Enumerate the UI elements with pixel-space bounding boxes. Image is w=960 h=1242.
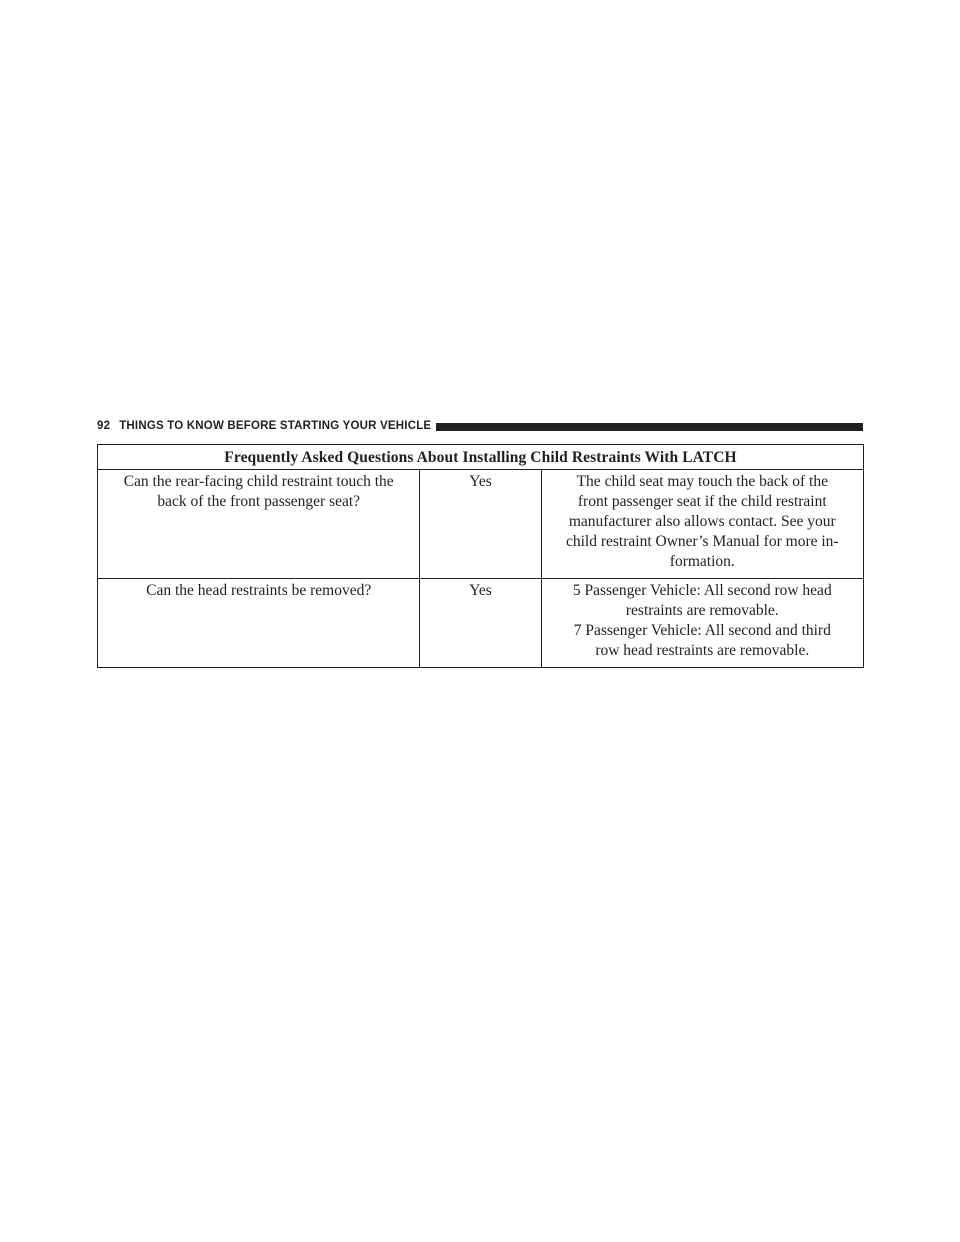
- question-line: Can the head restraints be removed?: [146, 582, 372, 599]
- note-cell: [541, 579, 863, 668]
- question-line: Can the rear-facing child restraint touch the: [123, 473, 394, 490]
- question-cell: [98, 470, 420, 579]
- faq-table: [97, 444, 864, 668]
- header-rule: [436, 423, 863, 431]
- note-line: front passenger seat if the child restraint: [577, 493, 827, 510]
- note-line: restraints are removable.: [625, 602, 779, 619]
- note-line: formation.: [669, 553, 735, 570]
- table-title-row: [98, 445, 864, 470]
- section-title: THINGS TO KNOW BEFORE STARTING YOUR VEHICLE: [119, 420, 432, 432]
- note-cell: [541, 470, 863, 579]
- answer-text: Yes: [469, 473, 492, 490]
- note-line: row head restraints are removable.: [595, 642, 810, 659]
- page-number: 92: [97, 420, 111, 432]
- answer-text: Yes: [469, 582, 492, 599]
- answer-cell: [420, 470, 541, 579]
- note-line: 7 Passenger Vehicle: All second and third: [573, 622, 831, 639]
- note-line: 5 Passenger Vehicle: All second row head: [572, 582, 832, 599]
- question-cell: [98, 579, 420, 668]
- table-row: [98, 579, 864, 668]
- note-line: child restraint Owner’s Manual for more in-: [565, 533, 839, 550]
- table-title: Frequently Asked Questions About Installing Child Restraints With LATCH: [98, 445, 864, 470]
- note-line: manufacturer also allows contact. See your: [568, 513, 836, 530]
- answer-cell: [420, 579, 541, 668]
- note-line: The child seat may touch the back of the: [576, 473, 828, 490]
- table-row: [98, 470, 864, 579]
- question-line: back of the front passenger seat?: [157, 493, 361, 510]
- page-header: [97, 418, 863, 434]
